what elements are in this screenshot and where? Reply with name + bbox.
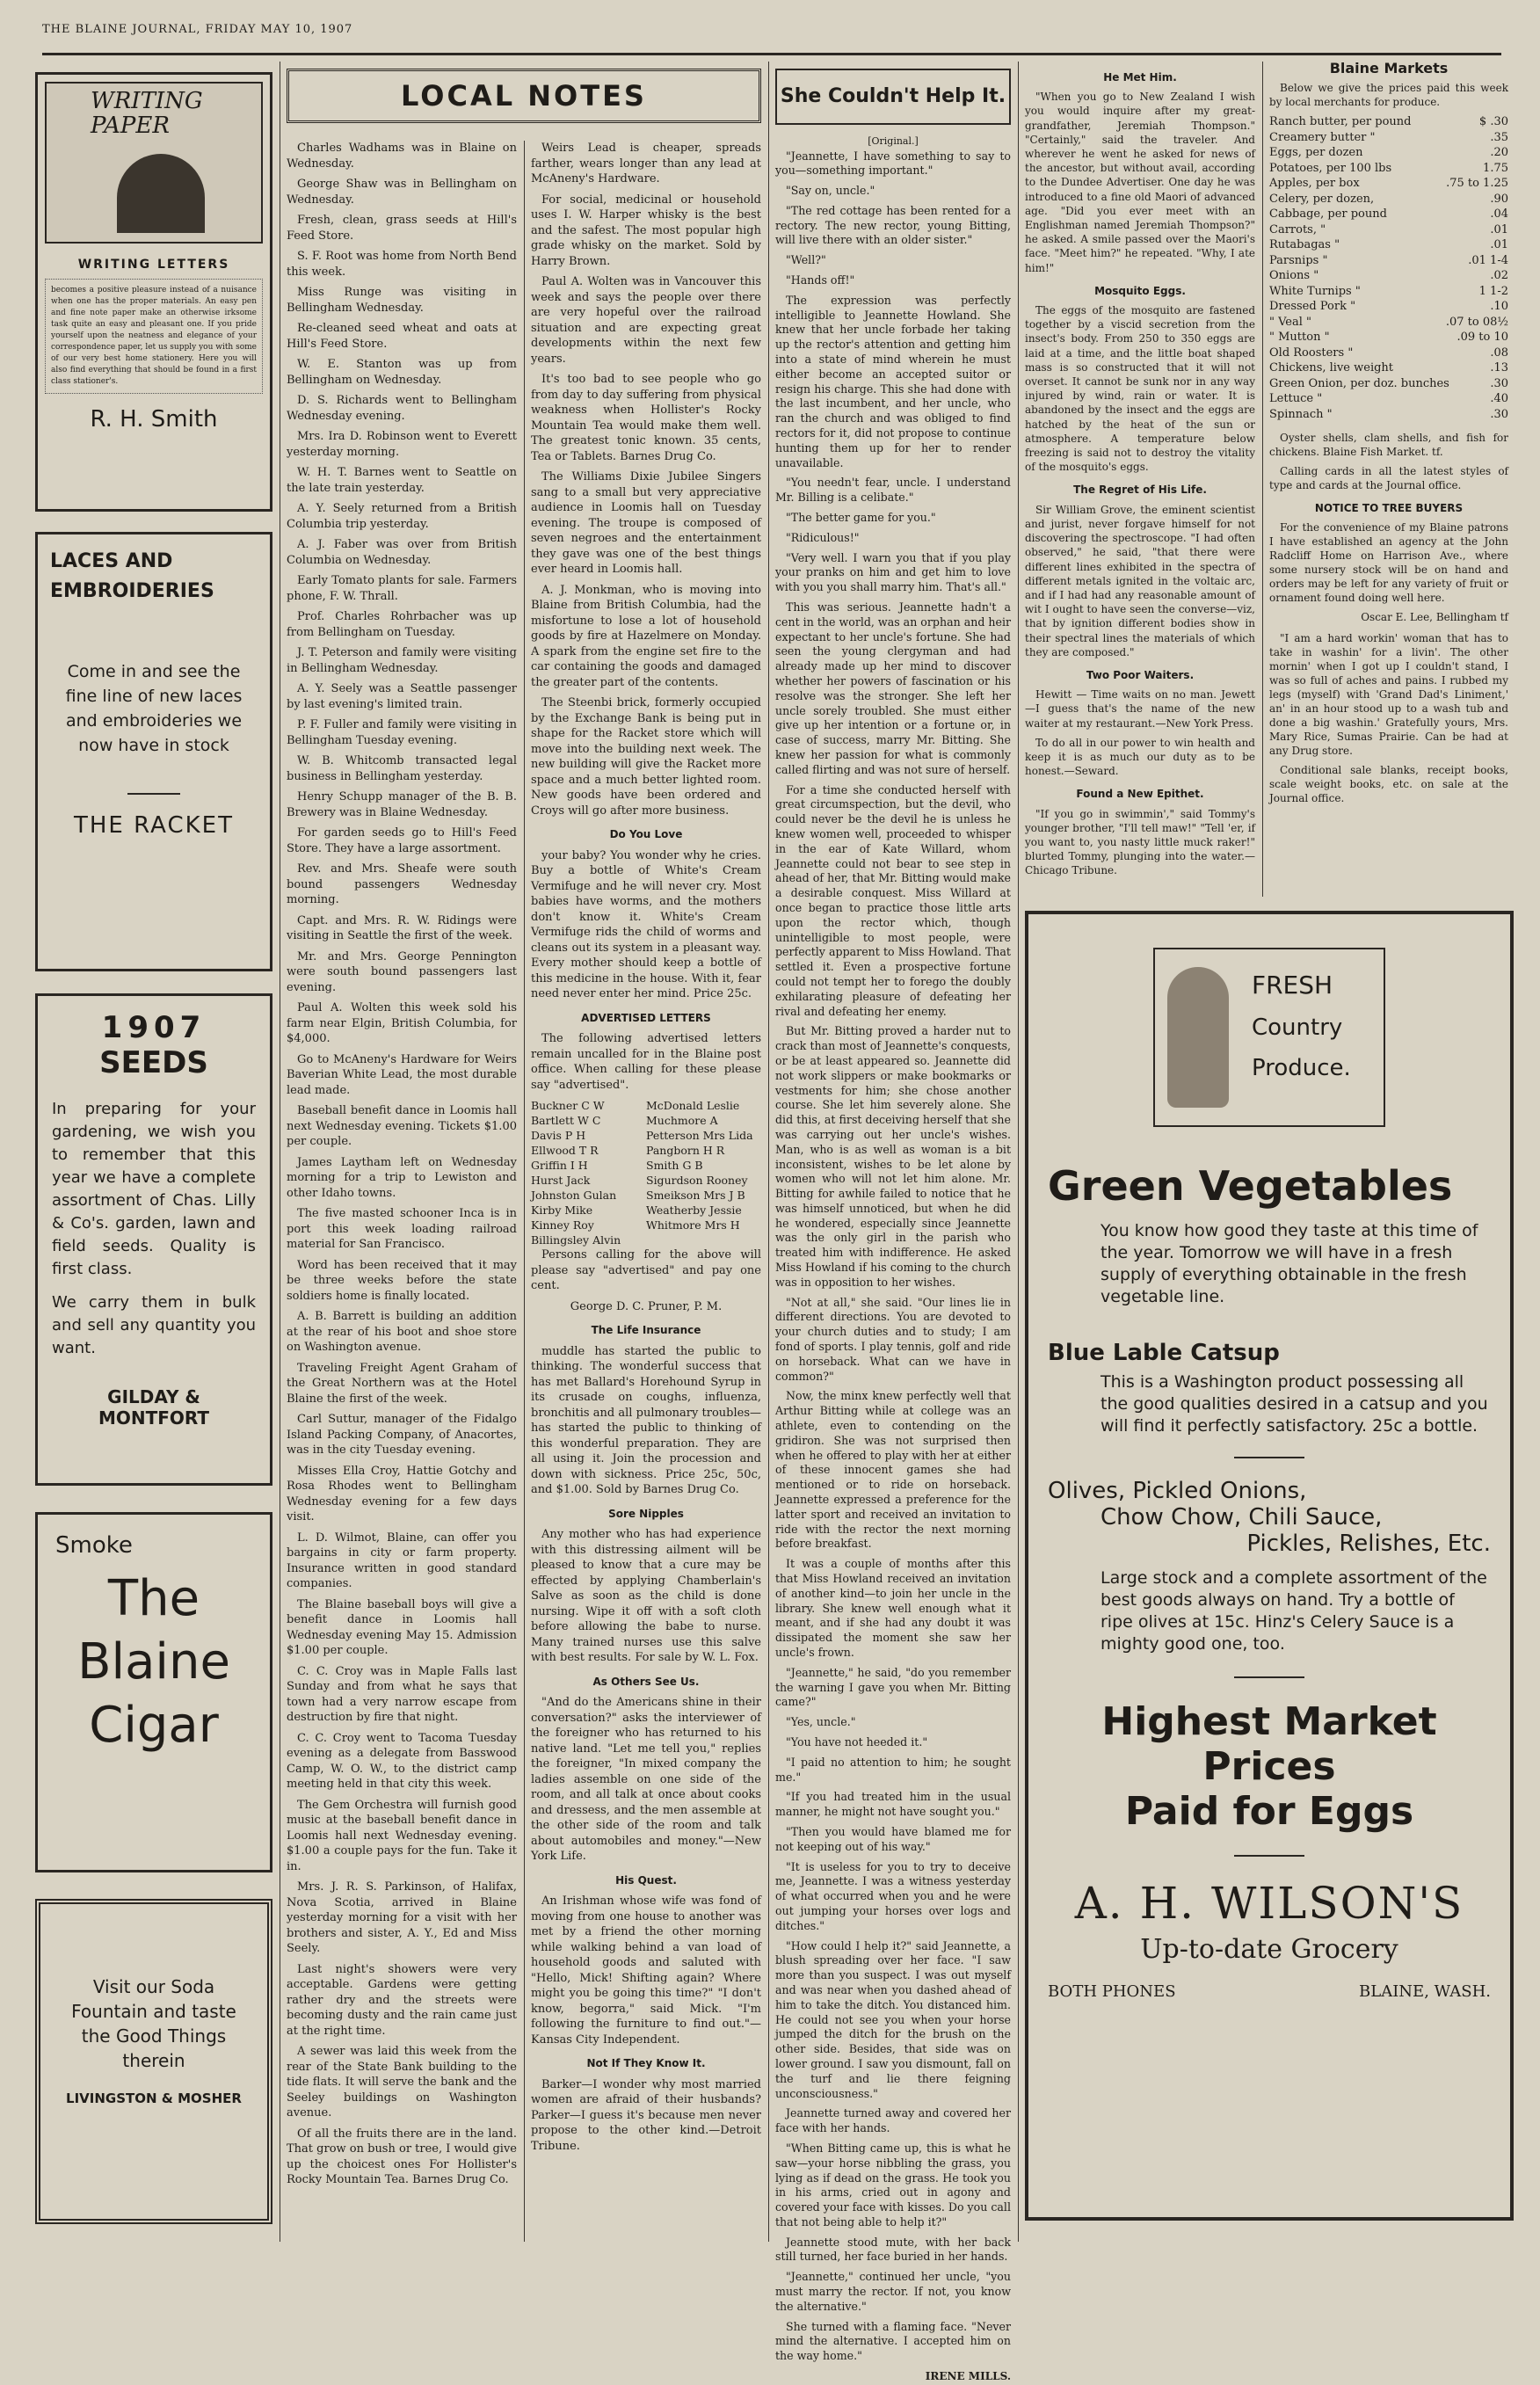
story-paragraph: It was a couple of months after this that Miss Howland received an invitation of another kind—to join her uncle in the library. She knew well enough what it meant, and if she had any doubt it was dissipated the moment she saw her uncle's frown.	[775, 1557, 1011, 1659]
life-insurance-body: muddle has started the public to thinking. The wonderful success that has met Ballard's Horehound Syrup in its crusade on coughs, influenza, bronchitis and all pulmonary troubles—has started the public to thinking of this wonderful preparation. They are all using it. Join the procession and down with sickness. Price 25c, 50c, and $1.00. Sold by Barnes Drug Co.	[531, 1344, 761, 1496]
mosquito-head: Mosquito Eggs.	[1094, 284, 1186, 297]
local-note-item: Mrs. Ira D. Robinson went to Everett yesterday morning.	[287, 430, 517, 459]
catsup-body: This is a Washington product possessing all the good qualities desired in a catsup and you will find it perfectly satisfactory. 25c a bottle.	[1101, 1372, 1488, 1436]
market-price: .01 1-4	[1468, 253, 1508, 267]
local-note-item: P. F. Fuller and family were visiting in Bellingham Tuesday evening.	[287, 718, 517, 747]
market-price: .04	[1490, 207, 1508, 221]
local-note-item: Carl Suttur, manager of the Fidalgo Island Packing Company, of Anacortes, was in the city Tuesday evening.	[287, 1413, 517, 1457]
story-paragraph: Jeannette stood mute, with her back still turned, her face buried in her hands.	[775, 2235, 1011, 2264]
letter-name: Petterson Mrs Lida	[646, 1129, 753, 1142]
racket-store: THE RACKET	[74, 812, 234, 839]
letter-name: Johnston Gulan	[531, 1189, 617, 1202]
do-you-love-body: your baby? You wonder why he cries. Buy a bottle of White's Cream Vermifuge and he will never cry. Most babies have worms, and the mothers don't know it. White's Cream Vermifuge rids the child of worms and cleans out its system in a pleasant way. Every mother should keep a bottle of this medicine in the house. With it, fear need never enter her mind. Price 25c.	[531, 848, 761, 1000]
market-row	[1269, 192, 1508, 207]
epithet-body: "If you go in swimmin'," said Tommy's younger brother, "I'll tell maw!" "Tell 'er, if you want to, you nasty little muck raker!" blurted Tommy, plunging into the water.—Chicago Tribune.	[1025, 807, 1255, 877]
market-price: .08	[1490, 345, 1508, 360]
market-row	[1269, 391, 1508, 407]
market-row	[1269, 222, 1508, 238]
green-vegetables-body: You know how good they taste at this time of the year. Tomorrow we will have in a fresh supply of everything obtainable in the fresh vegetable line.	[1101, 1221, 1478, 1306]
postmaster-sign: George D. C. Pruner, P. M.	[570, 1299, 723, 1313]
produce-word: Produce.	[1252, 1055, 1351, 1081]
masthead-rule	[42, 53, 1501, 55]
market-row	[1269, 360, 1508, 376]
local-note-item: Rev. and Mrs. Sheafe were south bound passengers Wednesday morning.	[287, 862, 517, 906]
seeds-year: 1907	[101, 1010, 207, 1045]
local-notes-title: LOCAL NOTES	[401, 79, 647, 113]
letters-list	[531, 1098, 761, 1247]
story-paragraph: For a time she conducted herself with great circumspection, but the devil, who could never be the devil he is unless he knew women well, proceeded to whisper in the ear of Kate Willard, whom Jeannette could not bear to see step in ahead of her, that Mr. Bitting would make a desirable conquest. Miss Willard at once began to practice those little arts upon the rector which, though unintelligible to most people, were perfectly apparent to Miss Howland. That settled it. Even a prospective fortune could not tempt her to forego the doubly exhilarating pleasure of defeating her rival and defeating her enemy.	[775, 782, 1011, 1018]
local-note-item: J. T. Peterson and family were visiting in Bellingham Wednesday.	[287, 646, 517, 675]
market-price: 1.75	[1483, 161, 1508, 175]
local-note-item: For social, medicinal or household uses I. W. Harper whisky is the best and the safest. The most popular high grade whisky on the market. Sold by Harry Brown.	[531, 193, 761, 268]
story-body	[775, 149, 1011, 2365]
market-price: 1 1-2	[1478, 284, 1508, 298]
letter-name: Smeikson Mrs J B	[646, 1189, 745, 1202]
market-item: Celery, per dozen,	[1269, 192, 1375, 206]
letter-name: Sigurdson Rooney	[646, 1174, 748, 1187]
story-paragraph: "Jeannette," he said, "do you remember the warning I gave you when Mr. Bitting came?"	[775, 1665, 1011, 1709]
racket-ad	[35, 532, 272, 971]
market-item: Potatoes, per 100 lbs	[1269, 161, 1392, 175]
story-paragraph: "Well?"	[786, 253, 826, 267]
market-row	[1269, 176, 1508, 192]
country-word: Country	[1252, 1014, 1343, 1041]
local-note-item: The Steenbi brick, formerly occupied by the Exchange Bank is being put in shape for the Racket store which will move into the building next week. The new building will give the Racket more space and a much better lighted room. New goods have been ordered and Croys will go after more business.	[531, 696, 761, 818]
market-item: " Mutton "	[1269, 331, 1330, 344]
market-row	[1269, 237, 1508, 253]
letter-name: Davis P H	[531, 1129, 586, 1142]
letter-name: Bartlett W C	[531, 1114, 601, 1127]
not-if-body: Barker—I wonder why most married women are afraid of their husbands? Parker—I guess it's because men never propose to the other kind.—Detroit Tribune.	[531, 2077, 761, 2153]
local-note-item: C. C. Croy was in Maple Falls last Sunday and from what he says that town had a very narrow escape from destruction by fire that night.	[287, 1664, 517, 1724]
market-price: .01	[1490, 222, 1508, 236]
olives-body: Large stock and a complete assortment of the best goods always on hand. Try a bottle of ripe olives at 15c. Hinz's Celery Sauce is a mighty good one, too.	[1101, 1568, 1487, 1654]
local-note-item: A. J. Faber was over from British Columbia on Wednesday.	[287, 538, 517, 567]
writing-paper-illustration	[45, 82, 263, 244]
soda-body: Visit our Soda Fountain and taste the Good Things therein	[71, 1976, 236, 2071]
markets-title: Blaine Markets	[1329, 60, 1449, 76]
soda-ad	[35, 1899, 272, 2224]
letter-name: Muchmore A	[646, 1114, 718, 1127]
do-you-love-head: Do You Love	[609, 828, 683, 840]
local-note-item: Miss Runge was visiting in Bellingham Wednesday.	[287, 286, 517, 315]
local-note-item: W. H. T. Barnes went to Seattle on the late train yesterday.	[287, 466, 517, 495]
regret-head: The Regret of His Life.	[1073, 484, 1207, 497]
market-row	[1269, 161, 1508, 177]
market-row	[1269, 284, 1508, 300]
letter-name: Billingsley Alvin	[531, 1233, 621, 1247]
not-if-head: Not If They Know It.	[586, 2057, 706, 2069]
story-author: IRENE MILLS.	[925, 2370, 1011, 2383]
seeds-ad	[35, 993, 272, 1486]
advertised-letters-outro: Persons calling for the above will please say "advertised" and pay one cent.	[531, 1248, 761, 1292]
local-note-item: A sewer was laid this week from the rear of the State Bank building to the tide flats. It will serve the bank and the Seeley buildings on Washington avenue.	[287, 2045, 517, 2120]
market-item: " Veal "	[1269, 315, 1312, 329]
market-item: Lettuce "	[1269, 392, 1323, 405]
writing-paper-ad	[35, 72, 272, 512]
local-note-item: It's too bad to see people who go from day to day suffering from physical weakness when Hollister's Rocky Mountain Tea would make them well. The greatest tonic known. 35 cents, Tea or Tablets. Barnes Drug Co.	[531, 373, 761, 463]
market-price: .02	[1490, 269, 1508, 282]
market-item: Parsnips "	[1269, 253, 1328, 267]
local-note-item: Traveling Freight Agent Graham of the Great Northern was at the Hotel Blaine the first of the week.	[287, 1361, 517, 1406]
market-price: .10	[1490, 300, 1508, 313]
ad-divider	[1234, 1676, 1304, 1678]
olives-line-3: Pickles, Relishes, Etc.	[1246, 1531, 1491, 1557]
soda-store: LIVINGSTON & MOSHER	[66, 2091, 242, 2106]
masthead: THE BLAINE JOURNAL, FRIDAY MAY 10, 1907	[42, 23, 353, 36]
ads-column	[35, 62, 272, 2242]
market-price: .20	[1490, 146, 1508, 159]
local-note-item: Paul A. Wolten was in Vancouver this week and says the people over there are very hopeful over the railroad situation and are expecting great developments within the next few years.	[531, 275, 761, 366]
letter-name: McDonald Leslie	[646, 1099, 740, 1112]
letter-name: Hurst Jack	[531, 1174, 591, 1187]
local-note-item: Misses Ella Croy, Hattie Gotchy and Rosa Rhodes went to Bellingham Wednesday evening for a few days visit.	[287, 1464, 517, 1523]
regret-body: Sir William Grove, the eminent scientist and jurist, never forgave himself for not discovering the spectroscope. "I had often observed," he said, "that there were different lines exhibited in the spectra of different metals ignited in the voltaic arc, and if I had had any reasonable amount of wit I ought to have seen the converse—viz, that by ignition different bodies show in their spectral lines the materials of which they are composed."	[1025, 503, 1255, 658]
local-note-item: Baseball benefit dance in Loomis hall next Wednesday evening. Tickets $1.00 per couple.	[287, 1104, 517, 1148]
letter-name: Weatherby Jessie	[646, 1203, 742, 1217]
local-note-item: W. E. Stanton was up from Bellingham on Wednesday.	[287, 358, 517, 387]
market-item: Apples, per box	[1269, 177, 1360, 190]
wilson-phones: BOTH PHONES	[1048, 1982, 1176, 2001]
markets-column	[1269, 62, 1508, 897]
cigar-word: Cigar	[89, 1697, 219, 1754]
story-paragraph: "Hands off!"	[786, 273, 855, 287]
do-all-text: To do all in our power to win health and keep it is as much our duty as to be honest.—Seward.	[1025, 736, 1255, 778]
market-row	[1269, 145, 1508, 161]
market-row	[1269, 376, 1508, 392]
market-item: Carrots, "	[1269, 222, 1326, 236]
two-poor-head: Two Poor Waiters.	[1086, 668, 1195, 681]
local-note-item: Henry Schupp manager of the B. B. Brewery was in Blaine Wednesday.	[287, 790, 517, 819]
seeds-body-2: We carry them in bulk and sell any quantity you want.	[52, 1293, 256, 1357]
writing-letters-body: becomes a positive pleasure instead of a nuisance when one has the proper materials. An easy pen and fine note paper make an otherwise irksome task quite an easy and pleasant one. If you pride yourself upon the neatness and elegance of your correspondence paper, let us supply you with some of our very best home stationery. Here you will also find everything that should be found in a first class stationer's.	[45, 279, 263, 394]
market-item: Dressed Pork "	[1269, 300, 1356, 313]
story-paragraph: "Ridiculous!"	[786, 530, 860, 544]
column-rule	[1262, 62, 1263, 897]
two-poor-body: Hewitt — Time waits on no man. Jewett—I guess that's the name of the new waiter at my restaurant.—New York Press.	[1025, 688, 1255, 730]
tree-buyers-body: For the convenience of my Blaine patrons I have established an agency at the John Radcliff Home on Harrison Ave., where some nursery stock will be on hand and orders may be left for any variety of fruit or ornament found doing well here.	[1269, 521, 1508, 604]
cigar-blaine: Blaine	[77, 1633, 230, 1691]
market-price: .30	[1490, 376, 1508, 390]
letter-name: Ellwood T R	[531, 1144, 599, 1157]
local-notes-column-2	[531, 141, 761, 2250]
market-row	[1269, 345, 1508, 361]
local-note-item: Of all the fruits there are in the land. That grow on bush or tree, I would give up the choicest ones For Hollister's Rocky Mountain Tea. Barnes Drug Co.	[287, 2127, 517, 2186]
column-rule	[768, 62, 769, 2242]
story-title-box	[775, 69, 1011, 125]
market-item: Cabbage, per pound	[1269, 207, 1387, 221]
markets-intro: Below we give the prices paid this week by local merchants for produce.	[1269, 82, 1508, 108]
conditional-notice: Conditional sale blanks, receipt books, scale weight books, etc. on sale at the Journal office.	[1269, 764, 1508, 804]
wilson-grocery-ad	[1025, 911, 1514, 2221]
local-note-item: C. C. Croy went to Tacoma Tuesday evening as a delegate from Basswood Camp, W. O. W., to the district camp meeting held in that city this week.	[287, 1731, 517, 1791]
local-note-item: Charles Wadhams was in Blaine on Wednesday.	[287, 142, 517, 171]
story-paragraph: "It is useless for you to try to deceive me, Jeannette. I was a witness yesterday of what occurred when you and he were out jumping your horses over logs and ditches."	[775, 1859, 1011, 1932]
market-item: Spinnach "	[1269, 407, 1333, 421]
seeds-body: In preparing for your gardening, we wish you to remember that this year we have a complete assortment of Chas. Lilly & Co's. garden, lawn and field seeds. Quality is first class.	[52, 1100, 256, 1278]
advertised-letters-intro: The following advertised letters remain uncalled for in the Blaine post office. When calling for these please say "advertised".	[531, 1032, 761, 1092]
market-row	[1269, 268, 1508, 284]
market-row	[1269, 253, 1508, 269]
local-note-item: S. F. Root was home from North Bend this week.	[287, 250, 517, 279]
column-rule	[524, 141, 525, 2242]
market-price: .13	[1490, 361, 1508, 374]
local-note-item: A. Y. Seely was a Seattle passenger by last evening's limited train.	[287, 682, 517, 711]
as-others-see-us-body: "And do the Americans shine in their conversation?" asks the interviewer of the foreigner who has returned to his native land. "Let me tell you," replies the foreigner, "In mixed company the ladies assemble on one side of the room, and all talk at once about cooks and dressess, and the men assemble at the other side of the room and talk about automobiles and money."—New York Life.	[531, 1696, 761, 1863]
market-price: .09 to 10	[1456, 331, 1508, 344]
column-rule	[1018, 62, 1019, 2242]
story-paragraph: "The better game for you."	[786, 511, 936, 525]
market-row	[1269, 315, 1508, 331]
olives-line-1: Olives, Pickled Onions,	[1048, 1478, 1307, 1504]
story-paragraph: "You have not heeded it."	[786, 1734, 928, 1749]
story-paragraph: "Jeannette, I have something to say to you—something important."	[775, 149, 1011, 178]
local-note-item: A. J. Monkman, who is moving into Blaine from British Columbia, had the misfortune to lose a lot of household goods by fire at Hazelmere on Monday. A spark from the engine set fire to the car containing the goods and damaged the greater part of the contents.	[531, 583, 761, 689]
story-paragraph: The expression was perfectly intelligible to Jeannette Howland. She knew that her uncle forbade her taking up the rector's attention and getting him into a state of mind wherein he must either become an accepted suitor or resign his charge. This she had done with the last incumbent, and her uncle, who ran the church and was obliged to find rectors for it, did not propose to continue hunting them up for her to render unavailable.	[775, 293, 1011, 469]
ad-divider	[1234, 1457, 1304, 1458]
local-note-item: George Shaw was in Bellingham on Wednesday.	[287, 178, 517, 207]
story-title: She Couldn't Help It.	[780, 85, 1006, 108]
letter-name: Whitmore Mrs H	[646, 1218, 740, 1232]
sore-nipples-body: Any mother who has had experience with this distressing ailment will be pleased to know that a cure may be effected by applying Chamberlain's Salve as soon as the child is done nursing. Wipe it off with a soft cloth before allowing the babe to nurse. Many trained nurses use this salve with best results. For sale by W. L. Fox.	[531, 1528, 761, 1664]
tree-buyers-sign: Oscar E. Lee, Bellingham tf	[1361, 611, 1508, 623]
market-row	[1269, 407, 1508, 423]
writing-letters-title: WRITING LETTERS	[77, 258, 230, 272]
local-note-item: Last night's showers were very acceptable. Gardens were getting rather dry and the streets were becoming dusty and the rain came just at the right time.	[287, 1962, 517, 2038]
tree-buyers-head: NOTICE TO TREE BUYERS	[1314, 502, 1464, 514]
local-note-item: The five masted schooner Inca is in port this week loading railroad material for San Francisco.	[287, 1207, 517, 1251]
story-paragraph: "If you had treated him in the usual manner, he might not have sought you."	[775, 1790, 1011, 1819]
story-paragraph: "Very well. I warn you that if you play your pranks on him and get him to love with you you shall marry him. That's all."	[775, 550, 1011, 594]
writing-paper-logo: WRITING PAPER	[91, 88, 203, 139]
wilson-name: A. H. WILSON'S	[1074, 1878, 1464, 1929]
story-paragraph: But Mr. Bitting proved a harder nut to crack than most of Jeannette's conquests, or be at least appeared so. Jeannette did not work slippers or make bookmarks or vestments for him; she chose another course. She let him severely alone. She did this, at first deceiving herself that she was carrying out her uncle's wishes. Man, who is as well as woman is a bit inconsistent, wishes to be let alone by women who will not let him alone. Mr. Bitting for awhile failed to notice that he was himself unnoticed, but when he did he wondered, especially since Jeannette was the only girl in the parish who treated him with indifference. He asked Miss Howland if his coming to the church was in opposition to her wishes.	[775, 1024, 1011, 1289]
story-paragraph: "I paid no attention to him; he sought me."	[775, 1755, 1011, 1784]
cigar-ad	[35, 1512, 272, 1872]
local-note-item: Capt. and Mrs. R. W. Ridings were visiting in Seattle the first of the week.	[287, 913, 517, 942]
local-note-item: A. Y. Seely returned from a British Columbia trip yesterday.	[287, 502, 517, 531]
girl-figure-icon	[1167, 967, 1229, 1108]
cigar-the: The	[107, 1570, 200, 1627]
catsup-head: Blue Lable Catsup	[1048, 1340, 1280, 1366]
story-paragraph: "Say on, uncle."	[786, 184, 875, 198]
paid-for-eggs: Paid for Eggs	[1124, 1789, 1414, 1834]
local-note-item: The Gem Orchestra will furnish good music at the baseball benefit dance in Loomis hall next Wednesday evening. $1.00 a couple pays for the fun. Take it in.	[287, 1798, 517, 1873]
market-row	[1269, 207, 1508, 222]
wilson-tagline: Up-to-date Grocery	[1140, 1934, 1398, 1965]
market-item: Eggs, per dozen	[1269, 146, 1363, 159]
local-note-item: Mr. and Mrs. George Pennington were south bound passengers last evening.	[287, 949, 517, 994]
market-row	[1269, 299, 1508, 315]
hard-workin-ad: "I am a hard workin' woman that has to take in washin' for a livin'. The other mornin' when I got up I couldn't stand, I was so full of aches and pains. I rubbed my legs (myself) with 'Grand Dad's Liniment,' an' in an hour stood up to a wash tub and done a big washin.' Gratefully yours, Mrs. Mary Rice, Sumas Prairie. Can be had at any Drug store.	[1269, 632, 1508, 757]
market-price: .07 to 08½	[1445, 315, 1508, 329]
local-note-item: The Williams Dixie Jubilee Singers sang to a small but very appreciative audience in Loomis hall on Tuesday evening. The troupe is composed of seven negroes and the entertainment they gave was one of the best things ever heard in Loomis hall.	[531, 470, 761, 576]
market-row	[1269, 330, 1508, 345]
seeds-title: SEEDS	[99, 1045, 208, 1080]
mosquito-body: The eggs of the mosquito are fastened together by a viscid secretion from the insect's body. From 250 to 350 eggs are laid at a time, and the little boat shaped mass is so constructed that it will not overset. It cannot be sunk nor in any way injured by wind, rain or water. It is abandoned by the insect and the eggs are hatched by the heat of the sun or atmosphere. A temperature below freezing is said not to destroy the vitality of the mosquito's eggs.	[1025, 304, 1255, 474]
letter-name: Smith G B	[646, 1159, 703, 1172]
sore-nipples-head: Sore Nipples	[608, 1507, 684, 1520]
green-vegetables-head: Green Vegetables	[1048, 1162, 1453, 1210]
local-note-item: D. S. Richards went to Bellingham Wednesday evening.	[287, 394, 517, 423]
story-paragraph: This was serious. Jeannette hadn't a cent in the world, was an orphan and heir expectant to her uncle's fortune. She had seen the young clergyman and had already made up her mind to discover whether her powers of fascination or his resolve was the stronger. She left her uncle sorely troubled. She must either give up her intention or a fortune or, in case of success, marry Mr. Bitting. She knew her passion for what is commonly called flirting and was not sure of herself.	[775, 600, 1011, 776]
story-paragraph: "Then you would have blamed me for not keeping out of his way."	[775, 1824, 1011, 1853]
market-item: Green Onion, per doz. bunches	[1269, 376, 1449, 390]
local-note-item: James Laytham left on Wednesday morning for a trip to Lewiston and other Idaho towns.	[287, 1155, 517, 1200]
local-note-item: Go to McAneny's Hardware for Weirs Baverian White Lead, the most durable lead made.	[287, 1052, 517, 1097]
story-paragraph: "Not at all," she said. "Our lines lie in different directions. You are devoted to your church duties and to study; I am fond of sports. I play tennis, golf and ride on horseback. What can we have in common?"	[775, 1295, 1011, 1383]
market-row	[1269, 114, 1508, 130]
story-paragraph: Jeannette turned away and covered her face with her hands.	[775, 2106, 1011, 2135]
story-paragraph: Now, the minx knew perfectly well that Arthur Bitting while at college was an athlete, even to contending on the gridiron. She was not surprised then when he offered to play with her at either of these innocent games she had mentioned or to ride on horseback. Jeannette expressed a preference for the latter sport and received an invitation to ride with the rector the next morning before breakfast.	[775, 1389, 1011, 1551]
market-item: Ranch butter, per pound	[1269, 115, 1412, 128]
letter-name: Griffin I H	[531, 1159, 588, 1172]
laces-title: LACES AND EMBROIDERIES	[50, 550, 214, 602]
local-note-item: W. B. Whitcomb transacted legal business in Bellingham yesterday.	[287, 754, 517, 783]
racket-divider	[127, 793, 180, 795]
fresh-produce-box	[1153, 948, 1385, 1127]
highest-prices: Highest Market Prices	[1101, 1699, 1437, 1789]
market-item: Rutabagas "	[1269, 238, 1340, 251]
wilson-city: BLAINE, WASH.	[1359, 1982, 1491, 2001]
market-price: .75 to 1.25	[1446, 177, 1508, 190]
story-original: [Original.]	[868, 135, 919, 147]
letter-name: Pangborn H R	[646, 1144, 725, 1157]
as-others-see-us-head: As Others See Us.	[592, 1675, 700, 1688]
story-paragraph: "The red cottage has been rented for a rectory. The new rector, young Bitting, will live there with an older sister."	[775, 203, 1011, 247]
market-price-list	[1269, 114, 1508, 422]
story-paragraph: "When Bitting came up, this is what he saw—your horse nibbling the grass, you lying as if dead on the grass. He took you in his arms, cried out in agony and covered your face with kisses. Do you call that not being able to help it?"	[775, 2141, 1011, 2229]
calling-cards-notice: Calling cards in all the latest styles of type and cards at the Journal office.	[1269, 465, 1508, 491]
he-met-him-body: "When you go to New Zealand I wish you would inquire after my great-grandfather, Jeremiah Thompson." "Certainly," said the traveler. And wherever he went he asked for news of the ancestor, but without avail, according to the Dundee Advertiser. One day he was introduced to a fine old Maori of advanced age. "Did you ever meet with an Englishman named Jeremiah Thompson?" he asked. A smile passed over the Maori's face. "Meet him?" he repeated. "Why, I ate him!"	[1025, 91, 1255, 274]
gilday-store: GILDAY & MONTFORT	[98, 1386, 210, 1429]
local-note-item: Fresh, clean, grass seeds at Hill's Feed Store.	[287, 214, 517, 243]
local-note-item: Re-cleaned seed wheat and oats at Hill's Feed Store.	[287, 322, 517, 351]
local-note-item: Early Tomato plants for sale. Farmers phone, F. W. Thrall.	[287, 574, 517, 603]
cigar-smoke: Smoke	[55, 1532, 133, 1559]
letter-name: Buckner C W	[531, 1099, 605, 1112]
local-note-item: Mrs. J. R. S. Parkinson, of Halifax, Nova Scotia, arrived in Blaine yesterday morning for a visit with her brothers and sister, A. Y., Ed and Miss Seely.	[287, 1880, 517, 1955]
oyster-notice: Oyster shells, clam shells, and fish for chickens. Blaine Fish Market. tf.	[1269, 432, 1508, 458]
story-paragraph: "Jeannette," continued her uncle, "you must marry the rector. If not, you know the alternative."	[775, 2270, 1011, 2313]
local-note-item: Paul A. Wolten this week sold his farm near Elgin, British Columbia, for $4,000.	[287, 1001, 517, 1045]
story-paragraph: "You needn't fear, uncle. I understand Mr. Billing is a celibate."	[775, 476, 1011, 505]
woman-figure-icon	[117, 154, 205, 233]
market-price: .35	[1490, 130, 1508, 144]
olives-line-2: Chow Chow, Chili Sauce,	[1101, 1504, 1383, 1531]
his-quest-body: An Irishman whose wife was fond of moving from one house to another was met by a friend the other morning while walking behind a van load of household goods and saluted with "Hello, Mick! Shifting again? Where might you be going this time?" "I don't know, begorra," said Mick. "I'm following the furniture to find out."—Kansas City Independent.	[531, 1894, 761, 2047]
laces-body: Come in and see the fine line of new laces and embroideries we now have in stock	[65, 662, 243, 755]
local-note-item: The Blaine baseball boys will give a benefit dance in Loomis hall Wednesday evening May 15. Admission $1.00 per couple.	[287, 1597, 517, 1657]
epithet-head: Found a New Epithet.	[1076, 788, 1204, 801]
local-note-item: L. D. Wilmot, Blaine, can offer you bargains in city or farm property. Insurance written in good standard companies.	[287, 1531, 517, 1590]
letter-name	[646, 1232, 761, 1247]
market-price: .90	[1490, 192, 1508, 206]
story-paragraph: "How could I help it?" said Jeannette, a blush spreading over her face. "I saw more than you suspect. I was out myself and was near when you dashed ahead of him to take the ditch. You distanced him. He could not see you when your horse jumped the ditch for the brush on the other side. Besides, that side was on lower ground. I saw you dismount, fall on the turf and lie there feigning unconsciousness."	[775, 1938, 1011, 2100]
wilson-footer	[1048, 1982, 1491, 2001]
market-item: Creamery butter "	[1269, 130, 1376, 144]
market-item: Onions "	[1269, 269, 1319, 282]
story-column	[775, 62, 1011, 2383]
market-price: $ .30	[1478, 115, 1508, 128]
local-note-item: For garden seeds go to Hill's Feed Store. They have a large assortment.	[287, 826, 517, 855]
local-note-item: Prof. Charles Rohrbacher was up from Bellingham on Tuesday.	[287, 610, 517, 639]
story-paragraph: "Yes, uncle."	[786, 1715, 856, 1729]
local-notes-column-1	[287, 141, 517, 2250]
advertised-letters-head: ADVERTISED LETTERS	[581, 1011, 711, 1024]
market-price: .01	[1490, 238, 1508, 251]
ad-divider	[1234, 1855, 1304, 1857]
fresh-word: FRESH	[1252, 971, 1333, 1000]
he-met-him-head: He Met Him.	[1103, 71, 1177, 84]
life-insurance-head: The Life Insurance	[591, 1324, 701, 1336]
market-price: .30	[1490, 407, 1508, 421]
market-item: White Turnips "	[1269, 284, 1361, 298]
market-price: .40	[1490, 392, 1508, 405]
market-item: Chickens, live weight	[1269, 361, 1394, 374]
local-note-item: A. B. Barrett is building an addition at the rear of his boot and shoe store on Washington avenue.	[287, 1310, 517, 1354]
local-note-item: Word has been received that it may be three weeks before the state soldiers home is finally located.	[287, 1258, 517, 1303]
rh-smith-signature: R. H. Smith	[90, 406, 218, 433]
story-paragraph: She turned with a flaming face. "Never mind the alternative. I accepted him on the way home."	[775, 2319, 1011, 2363]
letter-name: Kirby Mike	[531, 1203, 593, 1217]
his-quest-head: His Quest.	[615, 1873, 677, 1887]
local-notes-banner	[287, 69, 761, 123]
market-row	[1269, 130, 1508, 146]
market-item: Old Roosters "	[1269, 345, 1354, 360]
miscellany-column	[1025, 62, 1255, 897]
letter-name: Kinney Roy	[531, 1218, 594, 1232]
local-note-item: Weirs Lead is cheaper, spreads farther, wears longer than any lead at McAneny's Hardware.	[531, 142, 761, 185]
